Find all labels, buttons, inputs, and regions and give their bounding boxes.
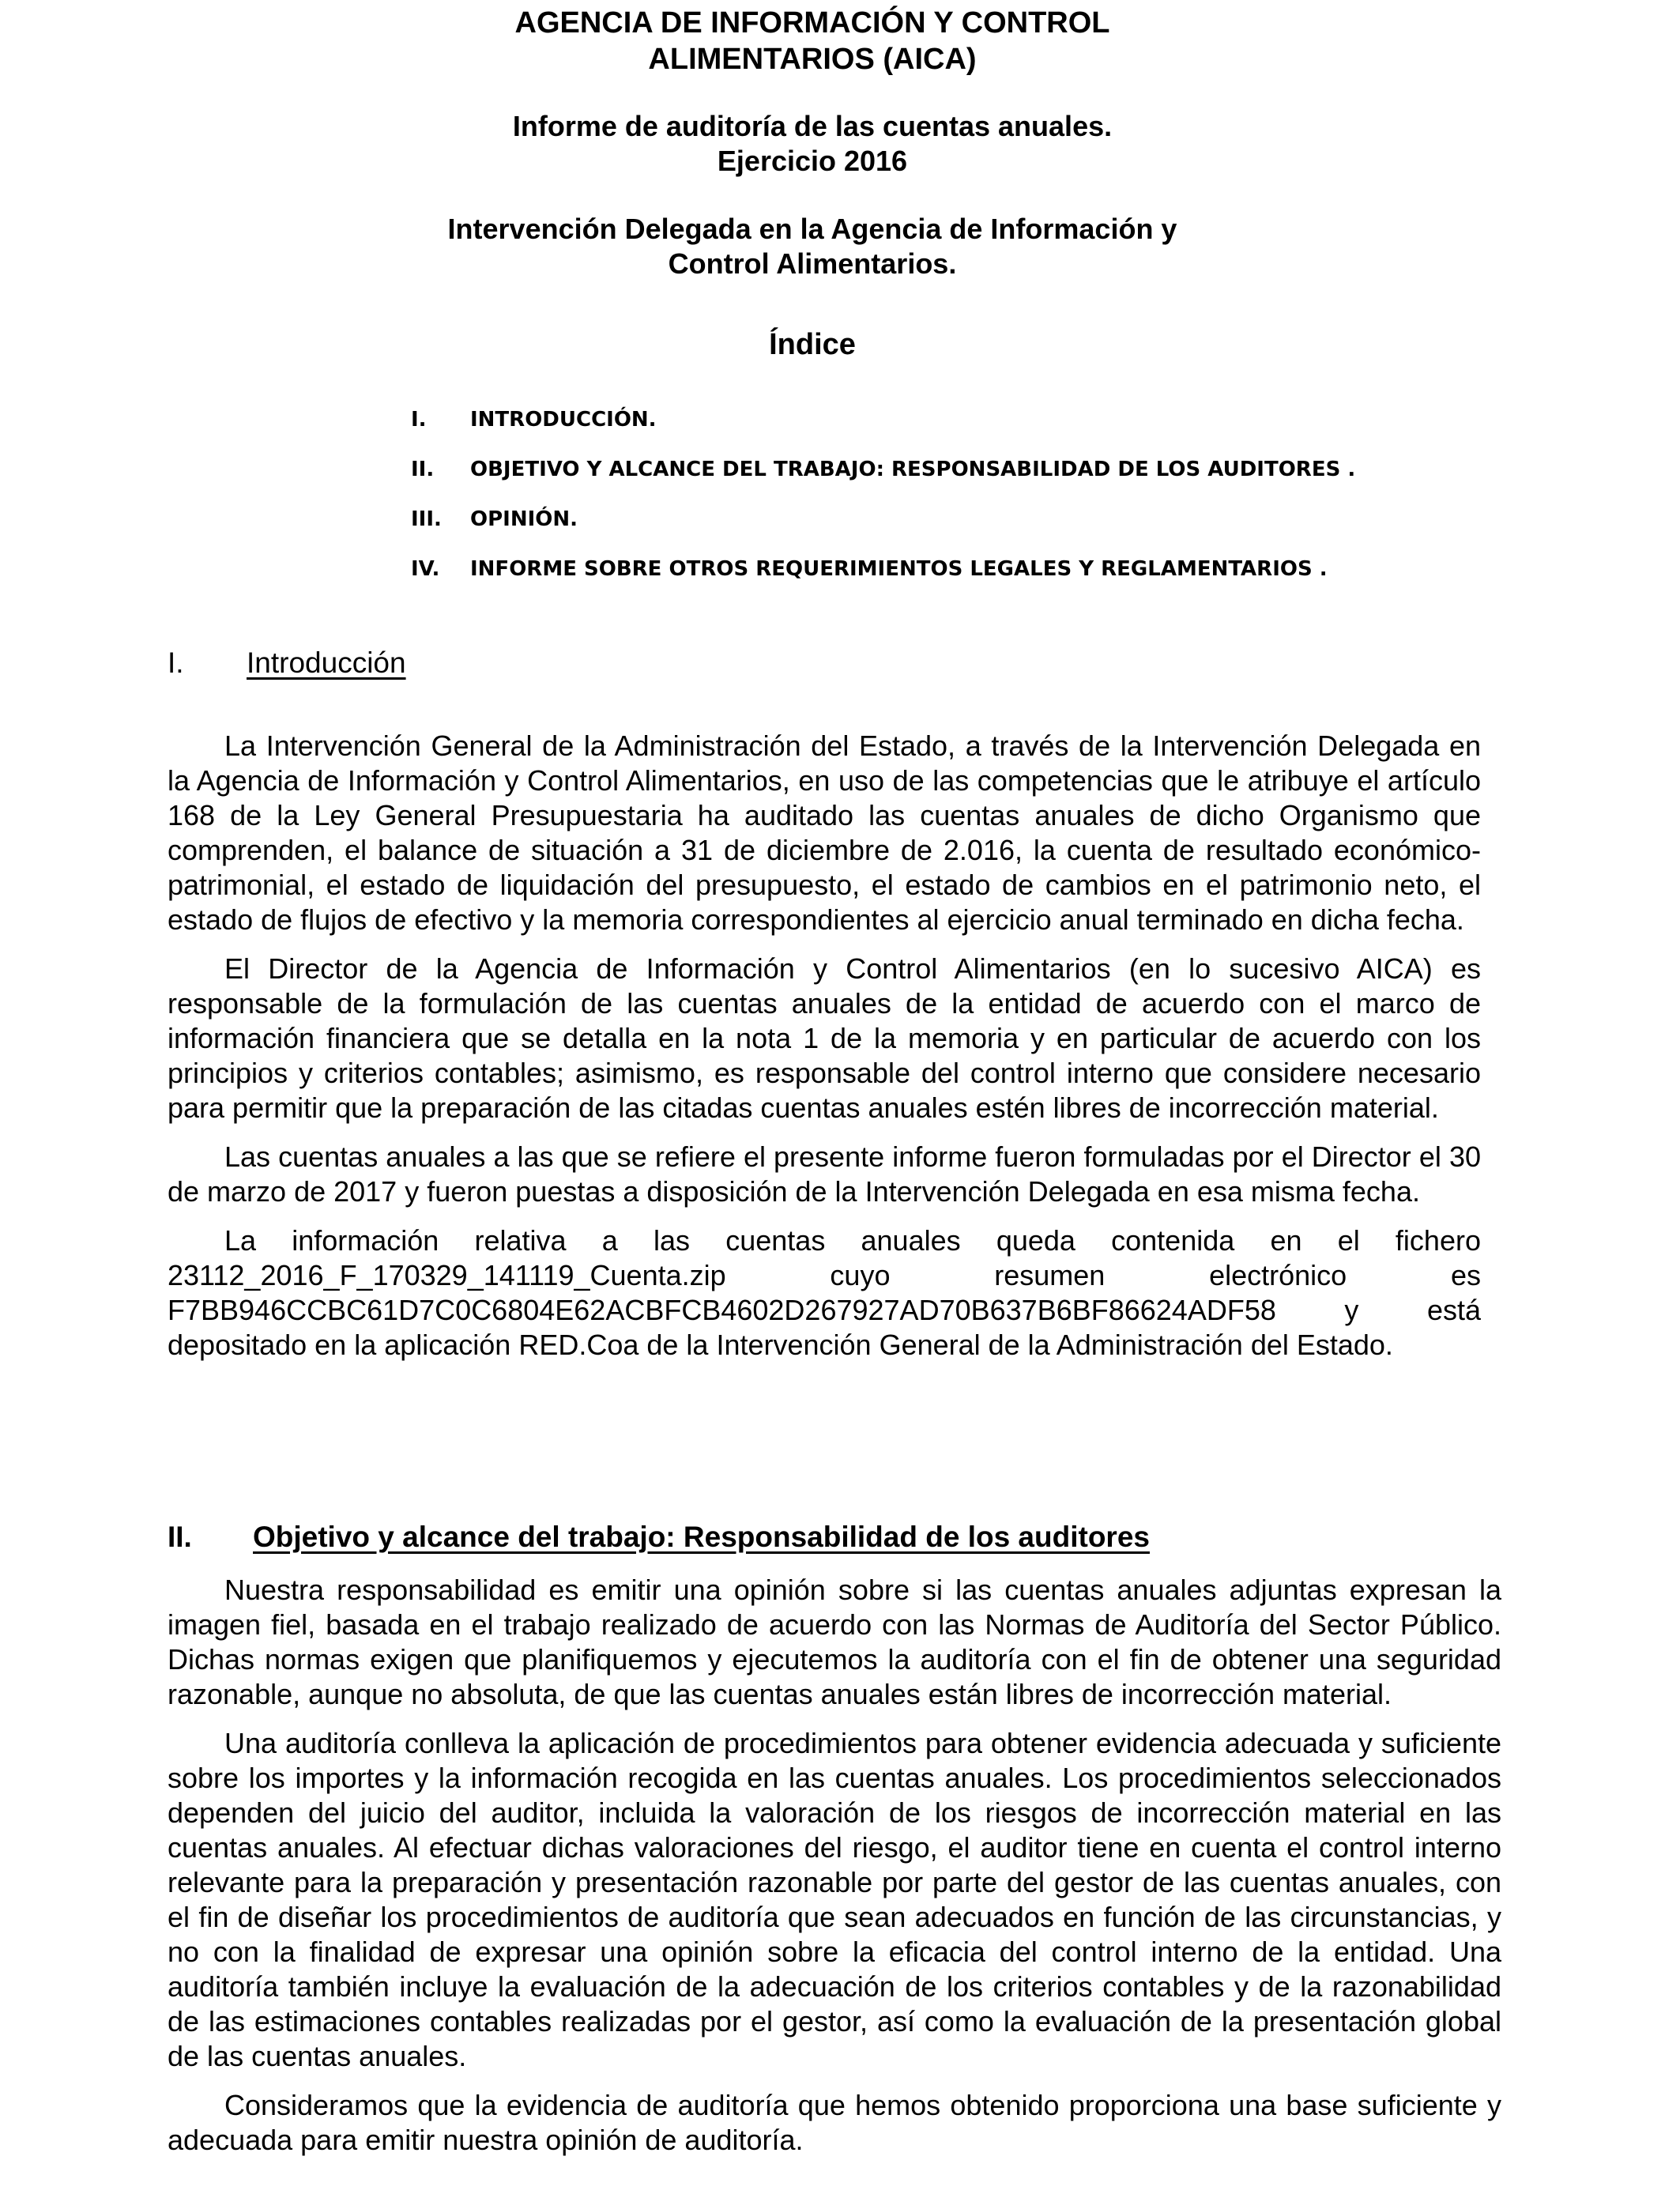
section-title: Objetivo y alcance del trabajo: Responsabilidad de los auditores [253, 1521, 1150, 1553]
office-title [0, 212, 1652, 281]
file-paragraph-mid: cuyo resumen electrónico es [830, 1259, 1481, 1291]
file-paragraph-end: y está depositado en la aplicación RED.Coa de la Intervención General de la Administración del Estado. [168, 1294, 1481, 1361]
paragraph: Una auditoría conlleva la aplicación de procedimientos para obtener evidencia adecuada y suficiente sobre los importes y la información recogida en las cuentas anuales. Los procedimientos seleccionados dependen del juicio del auditor, incluida la valoración de los riesgos de incorrección material en las cuentas anuales. Al efectuar dichas valoraciones del riesgo, el auditor tiene en cuenta el control interno relevante para la preparación y presentación razonable por parte del gestor de las cuentas anuales, con el fin de diseñar los procedimientos de auditoría que sean adecuados en función de las circunstancias, y no con la finalidad de expresar una opinión sobre la eficacia del control interno de la entidad. Una auditoría también incluye la evaluación de la adecuación de los criterios contables y de la razonabilidad de las estimaciones contables realizadas por el gestor, así como la evaluación de la presentación global de las cuentas anuales. [168, 1727, 1501, 2072]
agency-title [0, 5, 1652, 77]
toc-label: OPINIÓN. [470, 507, 578, 531]
report-title-line1: Informe de auditoría de las cuentas anuales. [512, 110, 1113, 142]
toc-item[interactable] [411, 507, 1438, 557]
toc-item[interactable] [411, 458, 1438, 507]
office-title-line2: Control Alimentarios. [668, 247, 957, 280]
index-title: Índice [769, 328, 856, 361]
paragraph: Las cuentas anuales a las que se refiere el presente informe fueron formuladas por el Director el 30 de marzo de 2017 y fueron puestas a disposición de la Intervención Delegada en esa misma fecha. [168, 1140, 1481, 1208]
section-number: I. [168, 647, 184, 679]
toc-label: INTRODUCCIÓN. [470, 408, 657, 432]
office-title-line1: Intervención Delegada en la Agencia de Información y [447, 213, 1177, 245]
toc-label: OBJETIVO Y ALCANCE DEL TRABAJO: RESPONSABILIDAD DE LOS AUDITORES . [470, 458, 1356, 481]
toc-item[interactable] [411, 557, 1438, 607]
section-heading-introduction [168, 647, 406, 680]
agency-title-line2: ALIMENTARIOS (AICA) [648, 43, 977, 76]
objective-body [168, 1573, 1501, 2172]
agency-title-line1: AGENCIA DE INFORMACIÓN Y CONTROL [514, 6, 1110, 40]
section-heading-objective [168, 1521, 1150, 1554]
paragraph: El Director de la Agencia de Información y Control Alimentarios (en lo sucesivo AICA) es responsable de la formulación de las cuentas anuales de la entidad de acuerdo con el marco de información financiera que se detalla en la nota 1 de la memoria y en particular de acuerdo con los principios y criterios contables; asimismo, es responsable del control interno que considere necesario para permitir que la preparación de las citadas cuentas anuales estén libres de incorrección material. [168, 952, 1481, 1124]
toc-number: IV. [411, 557, 440, 581]
toc-label: INFORME SOBRE OTROS REQUERIMIENTOS LEGALES Y REGLAMENTARIOS . [470, 557, 1328, 581]
table-of-contents [411, 408, 1438, 607]
file-hash: F7BB946CCBC61D7C0C6804E62ACBFCB4602D267927AD70B637B6BF86624ADF58 [168, 1294, 1276, 1326]
paragraph: La Intervención General de la Administración del Estado, a través de la Intervención Delegada en la Agencia de Información y Control Alimentarios, en uso de las competencias que le atribuye el artículo 168 de la Ley General Presupuestaria ha auditado las cuentas anuales de dicho Organismo que comprenden, el balance de situación a 31 de diciembre de 2.016, la cuenta de resultado económico-patrimonial, el estado de liquidación del presupuesto, el estado de cambios en el patrimonio neto, el estado de flujos de efectivo y la memoria correspondientes al ejercicio anual terminado en dicha fecha. [168, 729, 1481, 936]
file-paragraph-start: La información relativa a las cuentas anuales queda contenida en el fichero [224, 1224, 1481, 1257]
toc-number: I. [411, 408, 427, 432]
toc-item[interactable] [411, 408, 1438, 458]
toc-number: II. [411, 458, 435, 481]
report-title-line2: Ejercicio 2016 [717, 145, 908, 177]
file-paragraph [168, 1223, 1481, 1363]
file-name: 23112_2016_F_170329_141119_Cuenta.zip [168, 1259, 726, 1291]
section-title: Introducción [247, 647, 406, 679]
paragraph: Consideramos que la evidencia de auditoría que hemos obtenido proporciona una base suficiente y adecuada para emitir nuestra opinión de auditoría. [168, 2089, 1501, 2156]
report-title [0, 109, 1652, 179]
section-number: II. [168, 1521, 192, 1553]
toc-number: III. [411, 507, 442, 531]
introduction-body [168, 729, 1481, 1377]
paragraph: Nuestra responsabilidad es emitir una opinión sobre si las cuentas anuales adjuntas expresan la imagen fiel, basada en el trabajo realizado de acuerdo con las Normas de Auditoría del Sector Público. Dichas normas exigen que planifiquemos y ejecutemos la auditoría con el fin de obtener una seguridad razonable, aunque no absoluta, de que las cuentas anuales están libres de incorrección material. [168, 1574, 1501, 1710]
